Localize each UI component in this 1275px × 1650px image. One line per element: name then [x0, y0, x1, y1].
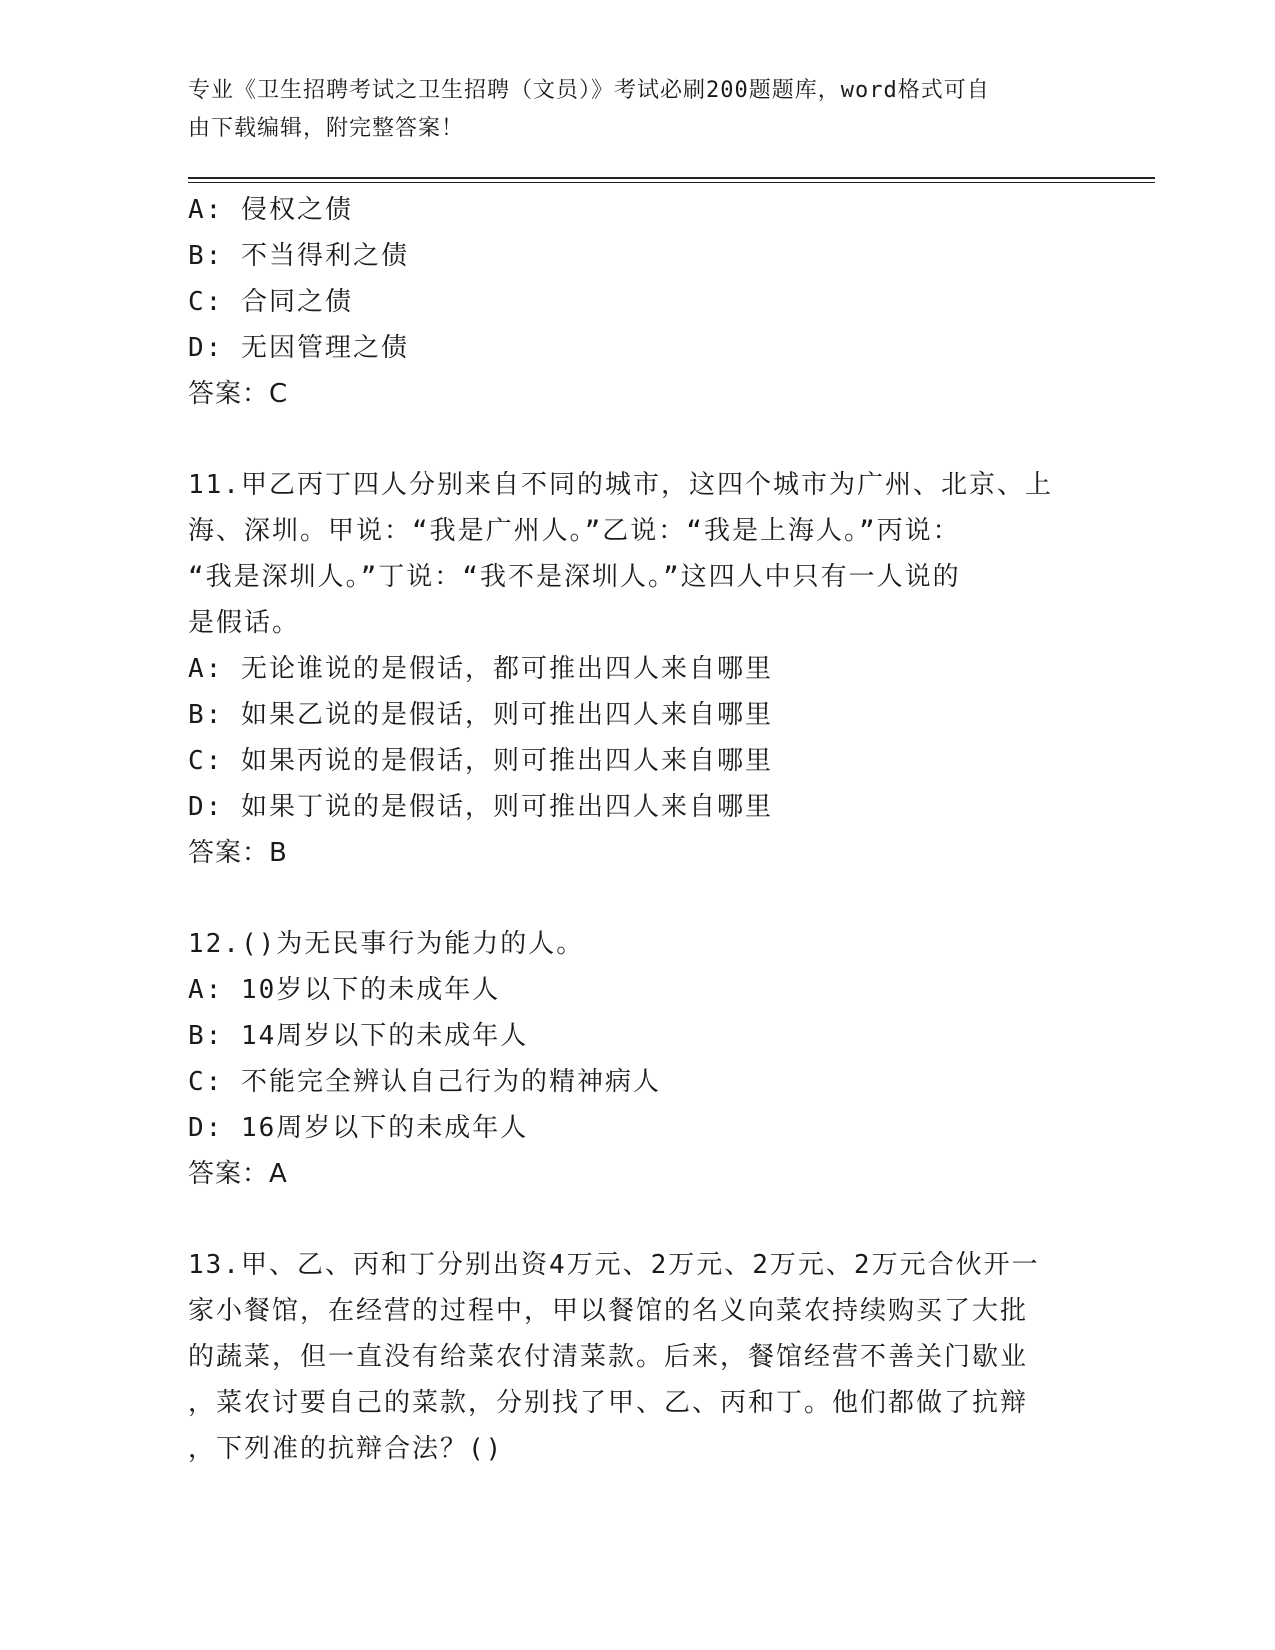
- option-b: B: 不当得利之债: [188, 241, 409, 271]
- option-a: A: 10岁以下的未成年人: [188, 975, 501, 1005]
- answer-line: 答案：C: [188, 379, 289, 409]
- question-13: [188, 1242, 1088, 1472]
- header-line-1: 专业《卫生招聘考试之卫生招聘（文员）》考试必刷200题题库，word格式可自: [188, 78, 990, 103]
- header-divider-thin: [188, 182, 1155, 183]
- option-b: B: 14周岁以下的未成年人: [188, 1021, 529, 1051]
- question-stem-line: ，菜农讨要自己的菜款，分别找了甲、乙、丙和丁。他们都做了抗辩: [188, 1388, 1029, 1418]
- answer-line: 答案：A: [188, 1159, 288, 1189]
- header-line-2: 由下载编辑，附完整答案！: [188, 116, 465, 141]
- question-stem-line: 11.甲乙丙丁四人分别来自不同的城市，这四个城市为广州、北京、上: [188, 470, 1053, 500]
- option-d: D: 如果丁说的是假话，则可推出四人来自哪里: [188, 792, 773, 822]
- question-11: [188, 462, 1088, 876]
- question-stem-line: 家小餐馆，在经营的过程中，甲以餐馆的名义向菜农持续购买了大批: [188, 1296, 1029, 1326]
- question-stem-line: 是假话。: [188, 608, 301, 638]
- option-a: A: 侵权之债: [188, 195, 353, 225]
- document-header: [188, 72, 1068, 148]
- option-b: B: 如果乙说的是假话，则可推出四人来自哪里: [188, 700, 773, 730]
- question-stem-line: ，下列准的抗辩合法？(): [188, 1434, 504, 1464]
- option-c: C: 如果丙说的是假话，则可推出四人来自哪里: [188, 746, 773, 776]
- answer-line: 答案：B: [188, 838, 288, 868]
- question-stem-line: 13.甲、乙、丙和丁分别出资4万元、2万元、2万元、2万元合伙开一: [188, 1250, 1040, 1280]
- option-d: D: 无因管理之债: [188, 333, 409, 363]
- question-content: [188, 187, 1088, 1472]
- option-c: C: 合同之债: [188, 287, 353, 317]
- question-stem-line: 12.()为无民事行为能力的人。: [188, 929, 585, 959]
- option-c: C: 不能完全辨认自己行为的精神病人: [188, 1067, 661, 1097]
- question-stem-line: “我是深圳人。”丁说：“我不是深圳人。”这四人中只有一人说的: [188, 562, 961, 592]
- option-d: D: 16周岁以下的未成年人: [188, 1113, 529, 1143]
- question-10: [188, 187, 1088, 417]
- question-stem-line: 海、深圳。甲说：“我是广州人。”乙说：“我是上海人。”丙说：: [188, 516, 961, 546]
- option-a: A: 无论谁说的是假话，都可推出四人来自哪里: [188, 654, 773, 684]
- header-divider-thick: [188, 177, 1155, 179]
- question-12: [188, 921, 1088, 1197]
- question-stem-line: 的蔬菜，但一直没有给菜农付清菜款。后来，餐馆经营不善关门歇业: [188, 1342, 1029, 1372]
